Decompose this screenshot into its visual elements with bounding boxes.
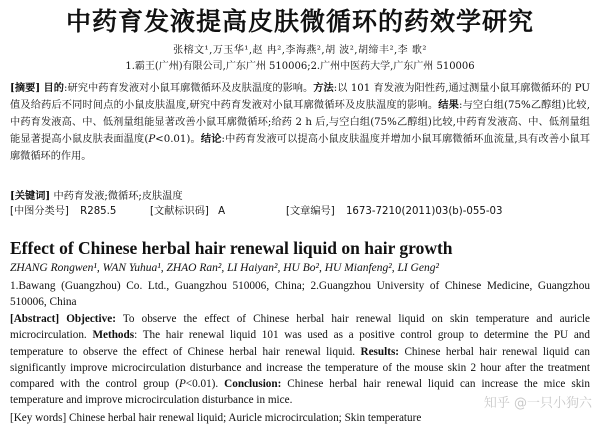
chinese-keywords-label: [关键词] [10, 190, 51, 202]
chinese-abstract-label: [摘要] [10, 82, 41, 94]
abstract-segment: :与空白组(75%乙醇组)比较,中药育发液高、中、低剂量组能显著改善小鼠耳廓微循环;给药 2 h 后,与空白组(75%乙醇组)比较,中药育发液高、中、低剂量组能显著提高小鼠皮肤表面温度( [10, 100, 591, 146]
abstract-segment: P [178, 378, 186, 391]
clc-label: [中图分类号] [10, 206, 69, 217]
english-title: Effect of Chinese herbal hair renewal liquid on hair growth [10, 238, 453, 258]
abstract-segment: Results: [360, 345, 400, 358]
article-number-value: 1673-7210(2011)03(b)-055-03 [345, 206, 503, 217]
clc-value: R285.5 [80, 206, 117, 217]
english-keywords-label: [Key words] [10, 412, 67, 424]
zhihu-watermark: 知乎 @一只小狗六 [483, 396, 592, 411]
chinese-title: 中药育发液提高皮肤微循环的药效学研究 [65, 7, 534, 36]
abstract-segment: Chinese herbal hair renewal liquid can increase the mice skin temperature and improve microcirculation disturbance in mice. [10, 378, 590, 407]
abstract-segment: 目的 [43, 82, 64, 94]
document-code [150, 205, 225, 219]
abstract-segment: Objective: [66, 313, 116, 325]
abstract-segment: P [148, 134, 156, 146]
article-number [286, 205, 503, 219]
chinese-affiliation: 1.霸王(广州)有限公司,广东广州 510006;2.广州中医药大学,广东广州 510006 [125, 61, 475, 72]
document-code-value: A [218, 206, 226, 217]
abstract-segment: :研究中药育发液对小鼠耳廓微循环及皮肤温度的影响。 [63, 83, 314, 94]
chinese-keywords-text: 中药育发液;微循环;皮肤温度 [53, 191, 183, 202]
english-keywords [10, 411, 590, 426]
abstract-segment: 结果 [438, 99, 459, 112]
chinese-authors: 张榕文¹,万玉华¹,赵 冉²,李海燕²,胡 波²,胡缔丰²,李 歌² [173, 45, 427, 56]
abstract-segment: 结论 [200, 133, 222, 146]
abstract-segment: :以 101 育发液为阳性药,通过测量小鼠耳廓微循环的 PU 值及给药后不同时间点的小鼠皮肤温度,研究中药育发液对小鼠耳廓微循环及皮肤温度的影响。 [10, 83, 591, 112]
english-keywords-text: Chinese herbal hair renewal liquid; Auricle microcirculation; Skin temperature [69, 412, 422, 424]
english-abstract-label: [Abstract] [10, 313, 60, 325]
abstract-segment: Conclusion: [224, 378, 282, 391]
chinese-keywords [10, 189, 590, 204]
chinese-abstract [10, 80, 590, 165]
abstract-segment: Chinese herbal hair renewal liquid can significantly improve microcirculation disturbance and increase the temperature of the mouse skin 2 hour after the treatment compared with the control group ( [10, 345, 590, 391]
clc-number [10, 205, 116, 219]
english-authors: ZHANG Rongwen¹, WAN Yuhua¹, ZHAO Ran², LI Haiyan², HU Bo², HU Mianfeng², LI Geng² [10, 262, 439, 274]
english-affiliation: 1.Bawang (Guangzhou) Co. Ltd., Guangzhou 510006, China; 2.Guangzhou University of Chinese Medicine, Guangzhou 510006, China [10, 280, 590, 308]
abstract-segment: : The hair renewal liquid 101 was used as a positive control group to determine the PU and temperature to observe the effect of Chinese herbal hair renewal liquid. [10, 329, 590, 358]
abstract-segment: 方法 [313, 82, 334, 94]
abstract-segment: :中药育发液可以提高小鼠皮肤温度并增加小鼠耳廓微循环血流量,具有改善小鼠耳廓微循环的作用。 [10, 134, 591, 162]
article-number-label: [文章编号] [286, 206, 335, 217]
chinese-abstract-body [10, 83, 590, 162]
abstract-segment: To observe the effect of Chinese herbal hair renewal liquid on skin temperature and auricle microcirculation. [10, 313, 590, 342]
abstract-segment: Methods [92, 329, 135, 342]
abstract-segment: <0.01). [185, 378, 225, 391]
abstract-segment: <0.01)。 [155, 134, 201, 146]
document-code-label: [文献标识码] [150, 206, 209, 217]
